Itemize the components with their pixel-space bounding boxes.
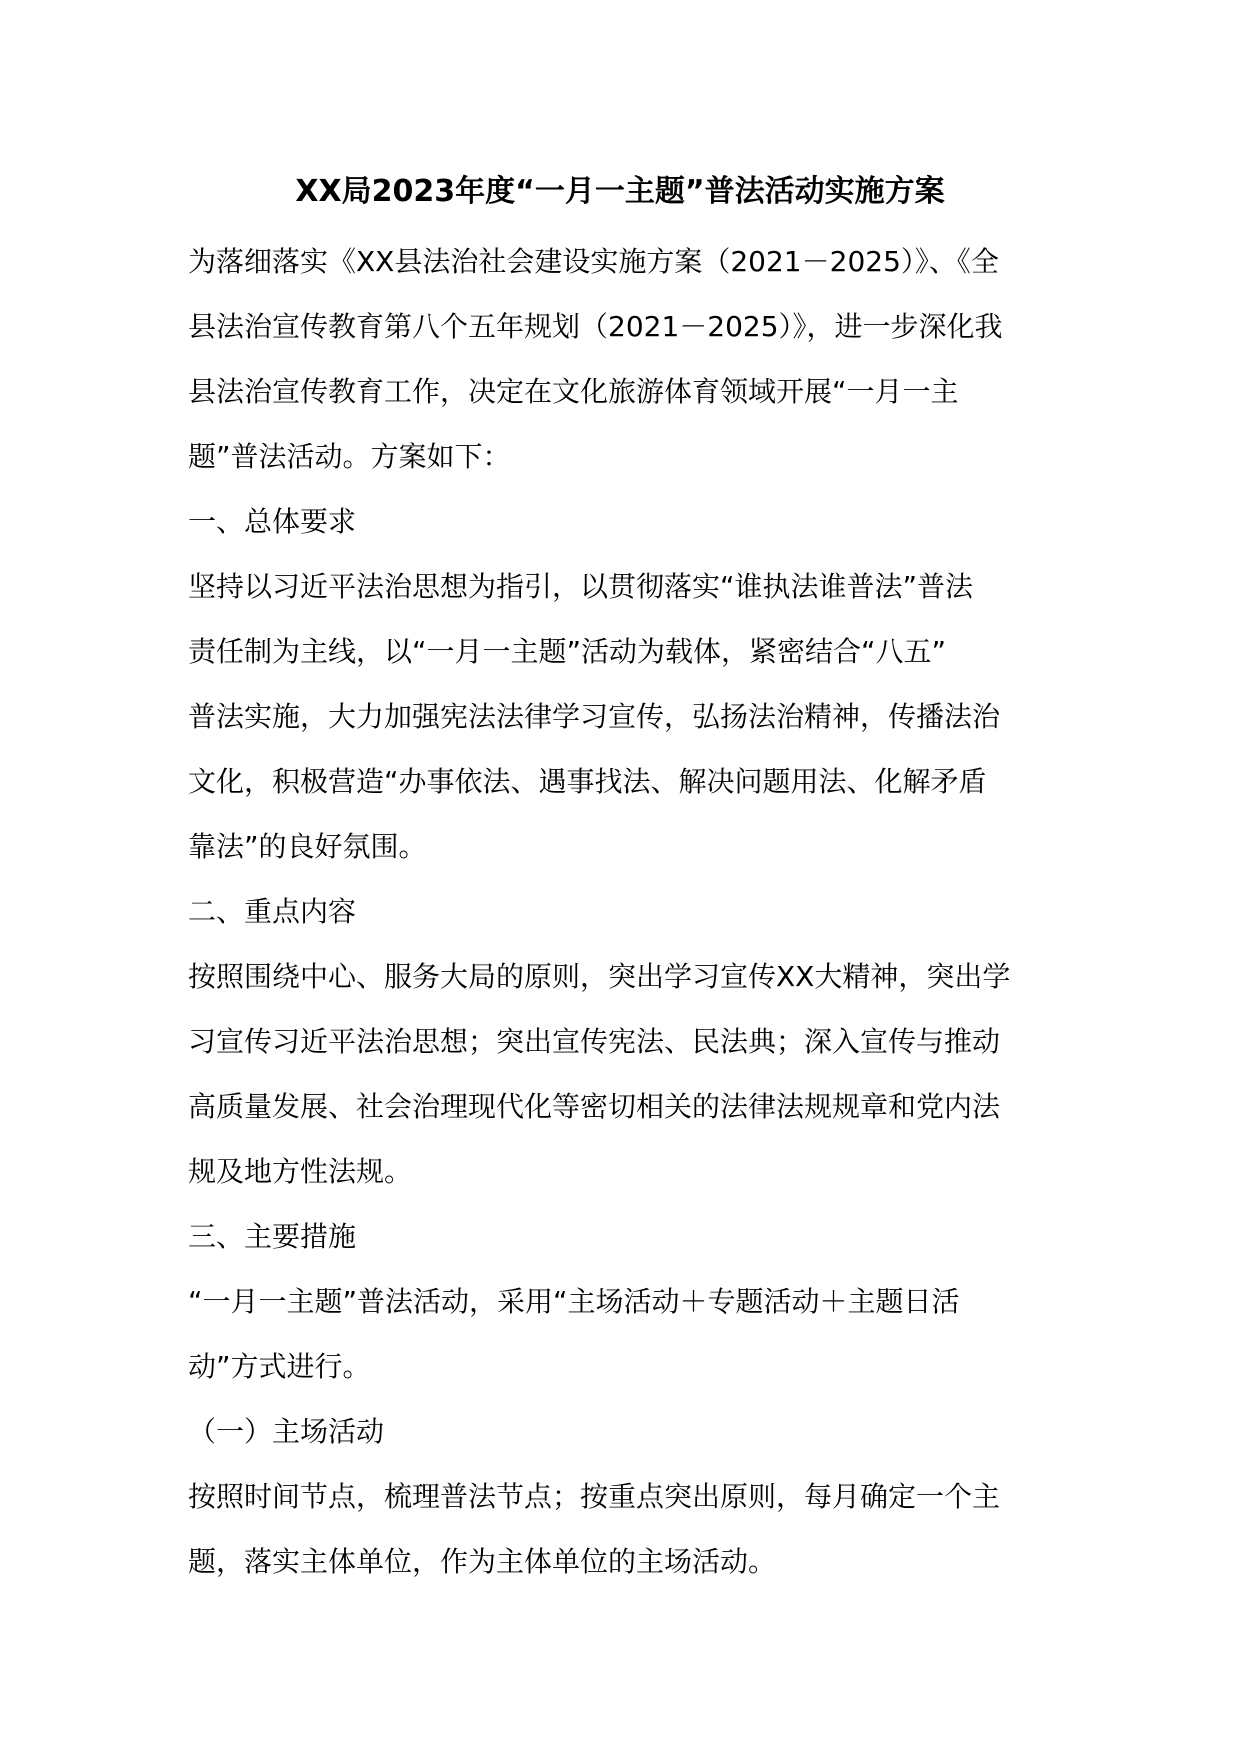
body-line: 习宣传习近平法治思想；突出宣传宪法、民法典；深入宣传与推动: [188, 1025, 1001, 1058]
body-line: 县法治宣传教育工作，决定在文化旅游体育领域开展“一月一主: [188, 375, 959, 408]
body-line: 题，落实主体单位，作为主体单位的主场活动。: [188, 1545, 777, 1578]
body-line: 普法实施，大力加强宪法法律学习宣传，弘扬法治精神，传播法治: [188, 700, 1001, 733]
body-line: 高质量发展、社会治理现代化等密切相关的法律法规规章和党内法: [188, 1090, 1001, 1123]
body-line: 题”普法活动。方案如下：: [188, 440, 511, 473]
body-line: 动”方式进行。: [188, 1350, 371, 1383]
body-line: “一月一主题”普法活动，采用“主场活动＋专题活动＋主题日活: [188, 1285, 960, 1318]
subsection-heading: （一）主场活动: [188, 1415, 385, 1448]
body-line: 按照时间节点，梳理普法节点；按重点突出原则，每月确定一个主: [188, 1480, 1001, 1513]
section-heading: 三、主要措施: [188, 1220, 357, 1253]
body-line: 文化，积极营造“办事依法、遇事找法、解决问题用法、化解矛盾: [188, 765, 987, 798]
section-heading: 一、总体要求: [188, 505, 357, 538]
body-line: 责任制为主线，以“一月一主题”活动为载体，紧密结合“八五”: [188, 635, 947, 668]
body-line: 坚持以习近平法治思想为指引，以贯彻落实“谁执法谁普法”普法: [188, 570, 974, 603]
body-line: 靠法”的良好氛围。: [188, 830, 427, 863]
section-heading: 二、重点内容: [188, 895, 357, 928]
body-line: 县法治宣传教育第八个五年规划（2021－2025）》，进一步深化我: [188, 310, 1003, 343]
document-title: XX局2023年度“一月一主题”普法活动实施方案: [295, 174, 945, 209]
body-line: 按照围绕中心、服务大局的原则，突出学习宣传XX大精神，突出学: [188, 960, 1011, 993]
body-line: 规及地方性法规。: [188, 1155, 413, 1188]
body-line: 为落细落实《XX县法治社会建设实施方案（2021－2025）》、《全: [188, 245, 999, 278]
